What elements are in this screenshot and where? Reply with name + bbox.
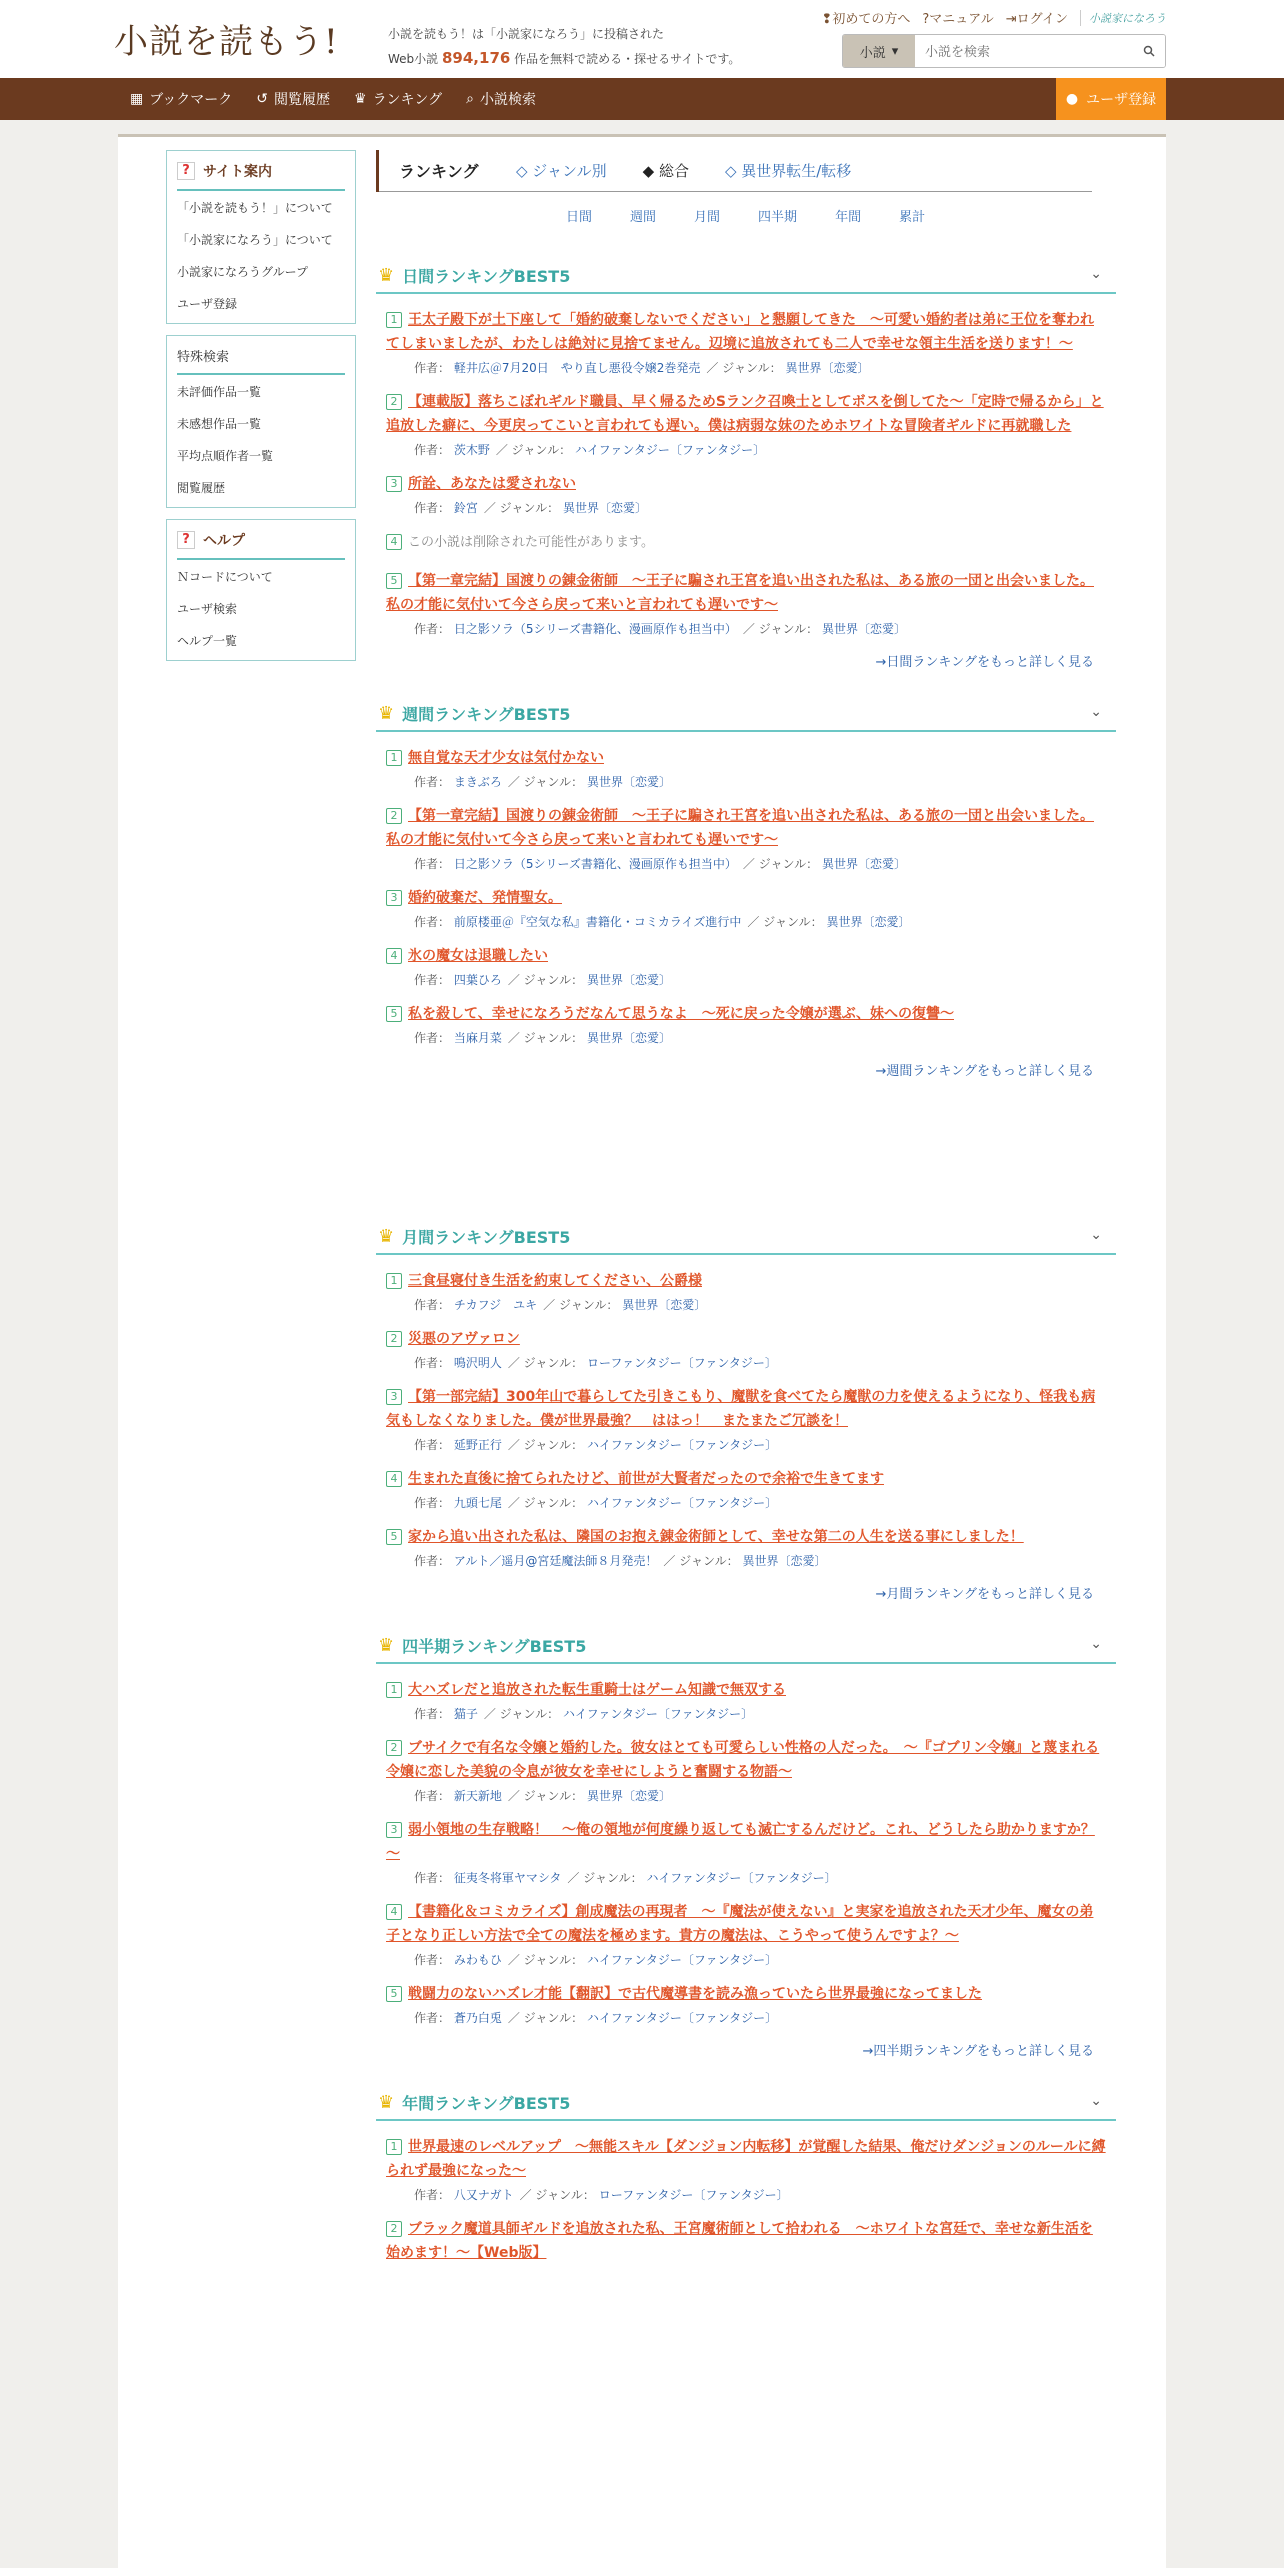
ranking-entry <box>386 944 1106 988</box>
period-daily[interactable]: 日間 <box>566 210 593 225</box>
search-type-select[interactable]: 小説 ▾ <box>843 35 915 67</box>
ranking-tabs <box>376 150 1092 192</box>
genre-link[interactable]: 異世界〔恋愛〕 <box>822 857 907 871</box>
genre-link[interactable]: 異世界〔恋愛〕 <box>586 775 671 789</box>
rank-badge: 3 <box>386 1389 402 1405</box>
ranking-entry <box>386 886 1106 930</box>
crown-icon: ♛ <box>378 1225 395 1247</box>
chevron-down-icon: ▾ <box>891 43 899 59</box>
author-link[interactable]: 前原楼亜＠『空気な私』書籍化・コミカライズ進行中 <box>453 915 742 929</box>
rank-badge: 2 <box>386 394 402 410</box>
nav-history[interactable]: ↺ 閲覧履歴 <box>256 91 330 108</box>
site-header <box>0 0 1284 78</box>
rank-badge: 2 <box>386 1331 402 1347</box>
site-tagline: 小説を読もう！は「小説家になろう」に投稿された Web小説 894,176 作品を無料で読める・探せるサイトです。 <box>388 27 741 67</box>
user-icon: ● <box>1065 91 1079 107</box>
manual-link[interactable]: ?マニュアル <box>922 12 994 27</box>
author-link[interactable]: 日之影ソラ（5シリーズ書籍化、漫画原作も担当中） <box>453 857 737 871</box>
page-title: ランキング <box>376 150 502 192</box>
crown-icon: ♛ <box>378 702 395 724</box>
ranking-section <box>376 1219 1116 1602</box>
rank-badge: 1 <box>386 312 402 328</box>
ranking-content <box>376 150 1116 2279</box>
section-header[interactable] <box>376 1628 1116 1664</box>
novel-info: 作者： 日之影ソラ（5シリーズ書籍化、漫画原作も担当中） ／ ジャンル： 異世界〔恋愛〕 <box>414 622 907 636</box>
genre-link[interactable]: 異世界〔恋愛〕 <box>586 1031 671 1045</box>
novel-title-link[interactable]: 氷の魔女は退職したい <box>408 948 548 964</box>
rank-badge: 4 <box>386 1904 402 1920</box>
register-button[interactable]: ● ユーザ登録 <box>1056 78 1166 120</box>
author-link[interactable]: 蒼乃白兎 <box>453 2011 502 2025</box>
author-link[interactable]: 当麻月菜 <box>453 1031 502 1045</box>
period-total[interactable]: 累計 <box>899 210 926 225</box>
genre-link[interactable]: 異世界〔恋愛〕 <box>826 915 911 929</box>
sidebar-link[interactable]: Ｎコードについて <box>177 570 273 584</box>
login-icon: ⇥ <box>1005 12 1017 27</box>
sidebar-link[interactable]: 閲覧履歴 <box>177 481 226 495</box>
sidebar-link[interactable]: 未感想作品一覧 <box>177 417 262 431</box>
novel-info: 作者： 八又ナガト ／ ジャンル： ローファンタジー〔ファンタジー〕 <box>414 2188 789 2202</box>
ranking-entry <box>386 390 1106 458</box>
author-link[interactable]: 新天新地 <box>453 1789 502 1803</box>
author-link[interactable]: 八又ナガト <box>453 2188 514 2202</box>
novel-info: 作者： みわもひ ／ ジャンル： ハイファンタジー〔ファンタジー〕 <box>414 1953 778 1967</box>
novel-info: 作者： まきぶろ ／ ジャンル： 異世界〔恋愛〕 <box>414 775 671 789</box>
genre-link[interactable]: 異世界〔恋愛〕 <box>822 622 907 636</box>
ranking-section <box>376 2085 1116 2265</box>
site-logo[interactable]: 小説を読もう! <box>114 22 339 62</box>
sidebar-link[interactable]: 小説家になろうグループ <box>177 265 309 279</box>
genre-link[interactable]: ローファンタジー〔ファンタジー〕 <box>586 1356 777 1370</box>
crown-icon: ♛ <box>378 1634 395 1656</box>
ranking-entry <box>386 472 1106 516</box>
nav-bookmark[interactable]: ▦ ブックマーク <box>130 91 233 108</box>
chevron-down-icon[interactable]: ⌄ <box>1090 2093 1102 2109</box>
novel-info: 作者： 四葉ひろ ／ ジャンル： 異世界〔恋愛〕 <box>414 973 671 987</box>
tab-isekai[interactable]: ◇ 異世界転生/転移 <box>724 162 852 180</box>
genre-link[interactable]: ハイファンタジー〔ファンタジー〕 <box>646 1871 837 1885</box>
novel-title-link[interactable]: 王太子殿下が土下座して「婚約破棄しないでください」と懇願してきた ～可愛い婚約者は弟に王位を奪われてしまいましたが、わたしは絶対に見捨てません。辺境に追放されても二人で幸せな領主生活を送ります！～ <box>386 312 1094 352</box>
deleted-notice: この小説は削除された可能性があります。 <box>408 535 654 550</box>
sidebar-link[interactable]: ヘルプ一覧 <box>177 634 238 648</box>
ranking-section <box>376 258 1116 670</box>
ranking-entry <box>386 746 1106 790</box>
ranking-entry <box>386 1002 1106 1046</box>
novel-title-link[interactable]: ブラック魔道具師ギルドを追放された私、王宮魔術師として拾われる ～ホワイトな宮廷で、幸せな新生活を始めます！～【Web版】 <box>386 2221 1093 2261</box>
ranking-entry <box>386 308 1106 376</box>
search-icon <box>1143 45 1155 57</box>
author-link[interactable]: 日之影ソラ（5シリーズ書籍化、漫画原作も担当中） <box>453 622 737 636</box>
novel-title-link[interactable]: 【第一部完結】300年山で暮らしてた引きこもり、魔獣を食べてたら魔獣の力を使えるようになり、怪我も病気もしなくなりました。僕が世界最強？ ははっ！ またまたご冗談を！ <box>386 1389 1096 1429</box>
section-title: 四半期ランキングBEST5 <box>402 1636 587 1656</box>
section-title: 週間ランキングBEST5 <box>402 704 571 724</box>
more-ranking-link[interactable]: →日間ランキングをもっと詳しく見る <box>875 655 1094 670</box>
tab-genre[interactable]: ◇ ジャンル別 <box>516 162 607 180</box>
author-link[interactable]: みわもひ <box>453 1953 502 1967</box>
author-link[interactable]: 鳴沢明人 <box>453 1356 502 1370</box>
novel-info: 作者： 猫子 ／ ジャンル： ハイファンタジー〔ファンタジー〕 <box>414 1707 754 1721</box>
genre-link[interactable]: ローファンタジー〔ファンタジー〕 <box>598 2188 789 2202</box>
chevron-down-icon[interactable]: ⌄ <box>1090 1636 1102 1652</box>
top-links <box>821 8 1166 27</box>
search-form <box>842 34 1166 68</box>
genre-link[interactable]: 異世界〔恋愛〕 <box>586 1789 671 1803</box>
help-icon: ? <box>177 162 195 180</box>
sidebar-link[interactable]: 「小説家になろう」について <box>177 233 333 247</box>
rank-badge: 3 <box>386 1822 402 1838</box>
ranking-entry <box>386 804 1106 872</box>
novel-title-link[interactable]: 家から追い出された私は、隣国のお抱え錬金術師として、幸せな第二の人生を送る事にしました！ <box>408 1529 1024 1545</box>
special-search-box: 特殊検索 未評価作品一覧 未感想作品一覧 平均点順作者一覧 閲覧履歴 <box>166 335 356 508</box>
ranking-sections <box>376 258 1116 2265</box>
rank-badge: 1 <box>386 2139 402 2155</box>
novel-title-link[interactable]: 生まれた直後に捨てられたけど、前世が大賢者だったので余裕で生きてます <box>408 1471 884 1487</box>
novel-title-link[interactable]: 災悪のアヴァロン <box>408 1331 520 1347</box>
ranking-entry <box>386 530 1106 555</box>
ranking-entry <box>386 1982 1106 2026</box>
sidebar-link[interactable]: ユーザ登録 <box>177 297 238 311</box>
sidebar-link[interactable]: 平均点順作者一覧 <box>177 449 274 463</box>
ranking-entry <box>386 1385 1106 1453</box>
rank-badge: 5 <box>386 573 402 589</box>
rank-badge: 5 <box>386 1006 402 1022</box>
rank-badge: 1 <box>386 750 402 766</box>
ranking-entry <box>386 1678 1106 1722</box>
author-link[interactable]: 延野正行 <box>453 1438 502 1452</box>
more-ranking-link[interactable]: →四半期ランキングをもっと詳しく見る <box>862 2044 1094 2059</box>
novel-info: 作者： 鳴沢明人 ／ ジャンル： ローファンタジー〔ファンタジー〕 <box>414 1356 777 1370</box>
section-header[interactable] <box>376 696 1116 732</box>
genre-link[interactable]: ハイファンタジー〔ファンタジー〕 <box>562 1707 754 1721</box>
novel-title-link[interactable]: 無自覚な天才少女は気付かない <box>408 750 604 766</box>
author-link[interactable]: 鈴宮 <box>453 501 478 515</box>
author-link[interactable]: 征夷冬将軍ヤマシタ <box>453 1871 562 1885</box>
section-title: 年間ランキングBEST5 <box>402 2093 571 2113</box>
novel-title-link[interactable]: 【第一章完結】国渡りの錬金術師 ～王子に騙され王宮を追い出された私は、ある旅の一団と出会いました。私の才能に気付いて今さら戻って来いと言われても遅いです～ <box>386 808 1094 848</box>
novel-title-link[interactable]: 所詮、あなたは愛されない <box>408 476 576 492</box>
ranking-entry <box>386 1327 1106 1371</box>
ranking-section <box>376 1628 1116 2059</box>
period-links <box>376 206 1116 232</box>
author-link[interactable]: 四葉ひろ <box>453 973 502 987</box>
ranking-entry <box>386 1736 1106 1804</box>
chevron-down-icon[interactable]: ⌄ <box>1090 1227 1102 1243</box>
section-header[interactable] <box>376 1219 1116 1255</box>
genre-link[interactable]: 異世界〔恋愛〕 <box>562 501 647 515</box>
novel-title-link[interactable]: ブサイクで有名な令嬢と婚約した。彼女はとても可愛らしい性格の人だった。 ～『ゴブリン令嬢』と蔑まれる令嬢に恋した美貌の令息が彼女を幸せにしようと奮闘する物語～ <box>386 1740 1100 1780</box>
login-link[interactable]: ⇥ログイン <box>1005 12 1068 27</box>
ranking-entry <box>386 1818 1106 1886</box>
search-button[interactable] <box>1133 35 1165 67</box>
main-nav <box>0 78 1284 120</box>
novel-info: 作者： チカフジ ユキ ／ ジャンル： 異世界〔恋愛〕 <box>414 1298 707 1312</box>
novel-title-link[interactable]: 【第一章完結】国渡りの錬金術師 ～王子に騙され王宮を追い出された私は、ある旅の一団と出会いました。私の才能に気付いて今さら戻って来いと言われても遅いです～ <box>386 573 1094 613</box>
genre-link[interactable]: ハイファンタジー〔ファンタジー〕 <box>586 1496 778 1510</box>
genre-link[interactable]: ハイファンタジー〔ファンタジー〕 <box>586 1438 778 1452</box>
sidebar-link[interactable]: 未評価作品一覧 <box>177 385 262 399</box>
rank-badge: 3 <box>386 476 402 492</box>
period-weekly[interactable]: 週間 <box>630 210 657 225</box>
novel-title-link[interactable]: 弱小領地の生存戦略！ ～俺の領地が何度繰り返しても滅亡するんだけど。これ、どうしたら助かりますか？～ <box>386 1822 1095 1862</box>
author-link[interactable]: チカフジ ユキ <box>453 1298 538 1312</box>
genre-link[interactable]: 異世界〔恋愛〕 <box>622 1298 707 1312</box>
novel-info: 作者： 鈴宮 ／ ジャンル： 異世界〔恋愛〕 <box>414 501 647 515</box>
history-icon: ↺ <box>256 91 268 107</box>
genre-link[interactable]: 異世界〔恋愛〕 <box>742 1554 827 1568</box>
novel-title-link[interactable]: 【連載版】落ちこぼれギルド職員、早く帰るためSランク召喚士としてボスを倒してた〜「定時で帰るから」と追放した癖に、今更戻ってこいと言われても遅い。僕は病弱な妹のためホワイトな冒険者ギルドに再就職した <box>386 394 1104 434</box>
genre-link[interactable]: 異世界〔恋愛〕 <box>785 361 870 375</box>
novel-info: 作者： アルト／遥月@宮廷魔法師８月発売！ ／ ジャンル： 異世界〔恋愛〕 <box>414 1554 827 1568</box>
rank-badge: 5 <box>386 1986 402 2002</box>
section-header[interactable] <box>376 2085 1116 2121</box>
narou-badge[interactable]: 小説家になろう <box>1080 10 1166 26</box>
author-link[interactable]: 軽井広＠7月20日 やり直し悪役令嬢2巻発売 <box>453 361 701 375</box>
more-ranking-link[interactable]: →月間ランキングをもっと詳しく見る <box>875 1587 1094 1602</box>
novel-info: 作者： 九頭七尾 ／ ジャンル： ハイファンタジー〔ファンタジー〕 <box>414 1496 778 1510</box>
genre-link[interactable]: ハイファンタジー〔ファンタジー〕 <box>586 1953 778 1967</box>
chevron-down-icon[interactable]: ⌄ <box>1090 704 1102 720</box>
beginner-link[interactable]: ❢初めての方へ <box>821 12 911 27</box>
ranking-entry <box>386 2217 1106 2265</box>
ranking-entry <box>386 569 1106 637</box>
novel-info: 作者： 新天新地 ／ ジャンル： 異世界〔恋愛〕 <box>414 1789 671 1803</box>
author-link[interactable]: アルト／遥月@宮廷魔法師８月発売！ <box>453 1554 658 1568</box>
novel-info: 作者： 延野正行 ／ ジャンル： ハイファンタジー〔ファンタジー〕 <box>414 1438 778 1452</box>
section-title: 月間ランキングBEST5 <box>402 1227 571 1247</box>
site-guide-box: ? サイト案内 「小説を読もう！」について 「小説家になろう」について 小説家になろうグループ ユーザ登録 <box>166 150 356 324</box>
genre-link[interactable]: ハイファンタジー〔ファンタジー〕 <box>586 2011 778 2025</box>
rank-badge: 2 <box>386 808 402 824</box>
crown-icon: ♛ <box>378 264 395 286</box>
period-yearly[interactable]: 年間 <box>835 210 862 225</box>
novel-title-link[interactable]: 戦闘力のないハズレ才能【翻訳】で古代魔導書を読み漁っていたら世界最強になってました <box>408 1986 982 2002</box>
author-link[interactable]: 茨木野 <box>453 443 490 457</box>
rank-badge: 4 <box>386 534 402 550</box>
search-icon: ⌕ <box>466 91 474 107</box>
ranking-entry <box>386 1467 1106 1511</box>
rank-badge: 2 <box>386 2221 402 2237</box>
rank-badge: 4 <box>386 1471 402 1487</box>
novel-info: 作者： 征夷冬将軍ヤマシタ ／ ジャンル： ハイファンタジー〔ファンタジー〕 <box>414 1871 837 1885</box>
novel-info: 作者： 前原楼亜＠『空気な私』書籍化・コミカライズ進行中 ／ ジャンル： 異世界〔恋愛〕 <box>414 915 911 929</box>
crown-icon: ♛ <box>378 2091 395 2113</box>
novel-title-link[interactable]: 私を殺して、幸せになろうだなんて思うなよ ～死に戻った令嬢が選ぶ、妹への復讐～ <box>408 1006 954 1022</box>
novel-count: 894,176 <box>442 49 511 67</box>
rank-badge: 3 <box>386 890 402 906</box>
nav-search[interactable]: ⌕ 小説検索 <box>466 91 536 108</box>
author-link[interactable]: 猫子 <box>453 1707 478 1721</box>
novel-title-link[interactable]: 三食昼寝付き生活を約束してください、公爵様 <box>408 1273 702 1289</box>
question-icon: ? <box>922 12 930 27</box>
novel-info: 作者： 当麻月菜 ／ ジャンル： 異世界〔恋愛〕 <box>414 1031 671 1045</box>
rank-badge: 4 <box>386 948 402 964</box>
help-box: ? ヘルプ Ｎコードについて ユーザ検索 ヘルプ一覧 <box>166 519 356 661</box>
novel-info: 作者： 蒼乃白兎 ／ ジャンル： ハイファンタジー〔ファンタジー〕 <box>414 2011 778 2025</box>
sidebar <box>166 150 356 672</box>
tab-overall[interactable]: ◆ 総合 <box>642 162 689 180</box>
nav-ranking[interactable]: ♛ ランキング <box>354 91 443 108</box>
bookmark-icon: ❢ <box>821 12 833 27</box>
more-ranking-link[interactable]: →週間ランキングをもっと詳しく見る <box>875 1064 1094 1079</box>
rank-badge: 1 <box>386 1273 402 1289</box>
ranking-entry <box>386 1525 1106 1569</box>
chevron-down-icon[interactable]: ⌄ <box>1090 266 1102 282</box>
rank-badge: 5 <box>386 1529 402 1545</box>
novel-title-link[interactable]: 【書籍化＆コミカライズ】創成魔法の再現者 ～『魔法が使えない』と実家を追放された天才少年、魔女の弟子となり正しい方法で全ての魔法を極めます。貴方の魔法は、こうやって使うんですよ？～ <box>386 1904 1094 1944</box>
genre-link[interactable]: 異世界〔恋愛〕 <box>586 973 671 987</box>
genre-link[interactable]: ハイファンタジー〔ファンタジー〕 <box>574 443 766 457</box>
novel-info: 作者： 軽井広＠7月20日 やり直し悪役令嬢2巻発売 ／ ジャンル： 異世界〔恋愛〕 <box>414 361 870 375</box>
section-title: 日間ランキングBEST5 <box>402 266 571 286</box>
ranking-section <box>376 696 1116 1079</box>
author-link[interactable]: 九頭七尾 <box>453 1496 502 1510</box>
main-area <box>118 134 1166 2568</box>
help-icon: ? <box>177 531 195 549</box>
period-monthly[interactable]: 月間 <box>694 210 721 225</box>
rank-badge: 2 <box>386 1740 402 1756</box>
rank-badge: 1 <box>386 1682 402 1698</box>
novel-title-link[interactable]: 大ハズレだと追放された転生重騎士はゲーム知識で無双する <box>408 1682 786 1698</box>
novel-info: 作者： 茨木野 ／ ジャンル： ハイファンタジー〔ファンタジー〕 <box>414 443 766 457</box>
list-icon: ▦ <box>130 91 144 107</box>
ranking-entry <box>386 1900 1106 1968</box>
period-quarterly[interactable]: 四半期 <box>758 210 798 225</box>
novel-title-link[interactable]: 世界最速のレベルアップ ～無能スキル【ダンジョン内転移】が覚醒した結果、俺だけダンジョンのルールに縛られず最強になった～ <box>386 2139 1106 2179</box>
ranking-entry <box>386 2135 1106 2203</box>
author-link[interactable]: まきぶろ <box>453 775 502 789</box>
search-input[interactable] <box>915 35 1133 67</box>
section-header[interactable] <box>376 258 1116 294</box>
sidebar-link[interactable]: ユーザ検索 <box>177 602 238 616</box>
ranking-entry <box>386 1269 1106 1313</box>
crown-icon: ♛ <box>354 91 367 107</box>
novel-info: 作者： 日之影ソラ（5シリーズ書籍化、漫画原作も担当中） ／ ジャンル： 異世界〔恋愛〕 <box>414 857 907 871</box>
novel-title-link[interactable]: 婚約破棄だ、発情聖女。 <box>408 890 562 906</box>
sidebar-link[interactable]: 「小説を読もう！」について <box>177 201 333 215</box>
